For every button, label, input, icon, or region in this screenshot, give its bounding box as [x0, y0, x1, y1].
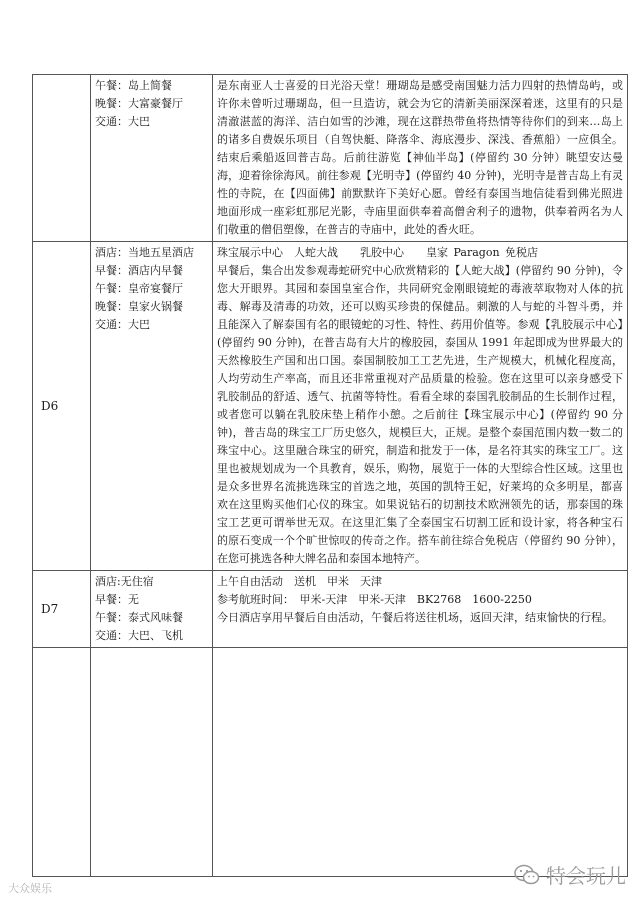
watermark-right	[514, 860, 626, 889]
meal-line: 交通：大巴、飞机	[95, 629, 183, 642]
meal-line: 晚餐：大富豪餐厅	[95, 97, 183, 110]
day-description: 早餐后，集合出发参观毒蛇研究中心欣赏精彩的【人蛇大战】(停留约 90 分钟)，令您大开眼界。其园和泰国皇室合作，共同研究金刚眼镜蛇的毒液萃取物对人体的抗毒、解毒及清毒的功效，还可以购买珍贵的保健品。刺激的人与蛇的斗智斗勇，并且能深入了解泰国有名的眼镜蛇的习性、特性、药用价值等。参观【乳胶展示中心】(停留约 90 分钟)，在普吉岛有大片的橡胶园，泰国从 1991 年起即成为世界最大的天然橡胶生产国和出口国。泰国制胶加工工艺先进，生产规模大，机械化程度高，人均劳动生产率高，而且还非常重视对产品质量的检验。您在这里可以亲身感受下乳胶制品的舒适、透气、抗菌等特性。看看全球的泰国乳胶制品的生长制作过程，或者您可以躺在乳胶床垫上稍作小憩。之后前往【珠宝展示中心】(停留约 90 分钟)，普吉岛的珠宝工厂历史悠久，规模巨大，正规。是整个泰国范围内数一数二的珠宝中心。这里融合珠宝的研究，制造和批发于一体，是名符其实的珠宝工厂。这里也被规划成为一个具教育，娱乐，购物，展览于一体的大型综合性区域。这里也是众多世界名流挑选珠宝的首选之地，英国的凯特王妃，好莱坞的众多明星，都喜欢在这里购买他们心仪的珠宝。如果说钻石的切割技术欧洲领先的话，那泰国的珠宝工艺更可谓举世无双。在这里汇集了全泰国宝石切割工匠和设计家，将各种宝石的原石变成一个个旷世惊叹的传奇之作。搭车前往综合免税店（停留约 90 分钟），在您可挑选各种大牌名品和泰国本地特产。	[217, 264, 623, 565]
itinerary-table	[32, 74, 628, 877]
description-cell	[213, 242, 628, 571]
description-cell	[213, 75, 628, 242]
meal-line: 午餐：皇帝宴餐厅	[95, 282, 183, 295]
table-row	[33, 571, 628, 648]
watermark-right-text: 特会玩儿	[546, 864, 626, 888]
description-cell	[213, 571, 628, 648]
day-cell: D7	[33, 571, 91, 648]
meals-cell	[91, 75, 213, 242]
meal-line: 晚餐：皇家火锅餐	[95, 300, 183, 313]
meal-line: 酒店:无住宿	[95, 575, 154, 588]
meal-line: 交通：大巴	[95, 318, 150, 331]
meal-line: 酒店：当地五星酒店	[95, 246, 194, 259]
table-row	[33, 242, 628, 571]
empty-cell	[213, 648, 628, 877]
day-cell: D6	[33, 242, 91, 571]
table-row	[33, 75, 628, 242]
day-heading: 上午自由活动 送机 甲米 天津	[217, 575, 382, 588]
empty-cell	[91, 648, 213, 877]
meals-cell	[91, 242, 213, 571]
wechat-icon	[514, 864, 540, 886]
meal-line: 早餐：无	[95, 593, 139, 606]
empty-cell	[33, 648, 91, 877]
flight-info: 参考航班时间： 甲米-天津 甲米-天津 BK2768 1600-2250	[217, 593, 532, 606]
meal-line: 早餐：酒店内早餐	[95, 264, 183, 277]
meal-line: 午餐：泰式风味餐	[95, 611, 183, 624]
table-row-empty	[33, 648, 628, 877]
day-heading: 珠宝展示中心 人蛇大战 乳胶中心 皇家 Paragon 免税店	[217, 246, 539, 259]
day-cell	[33, 75, 91, 242]
meal-line: 午餐：岛上简餐	[95, 79, 172, 92]
meal-line: 交通：大巴	[95, 115, 150, 128]
meals-cell	[91, 571, 213, 648]
day-description: 今日酒店享用早餐后自由活动，午餐后将送往机场，返回天津，结束愉快的行程。	[217, 611, 613, 624]
watermark-left: 大众娱乐	[8, 882, 52, 895]
day-description: 是东南亚人士喜爱的日光浴天堂！珊瑚岛是感受南国魅力活力四射的热情岛屿，或许你未曾听过珊瑚岛，但一旦造访，就会为它的清新美丽深深着迷，这里有的只是清澈湛蓝的海洋、洁白如雪的沙滩，现在这群热带鱼将热情等待你们的到来…岛上的诸多自费娱乐项目（自驾快艇、降落伞、海底漫步、深浅、香蕉船）一应俱全。结束后乘船返回普吉岛。后前往游览【神仙半岛】(停留约 30 分钟）眺望安达曼海，迎着徐徐海风。前往参观【光明寺】(停留约 40 分钟)，光明寺是普吉岛上有灵性的寺院，在【四面佛】前默默许下美好心愿。曾经有泰国当地信徒看到佛光照进地面形成一座彩虹那尼光影，寺庙里面供奉着高僧舍利子的遗物，供奉着两名为人们敬重的僧侣塑像，在普吉的寺庙中，此处的香火旺。	[217, 79, 623, 236]
